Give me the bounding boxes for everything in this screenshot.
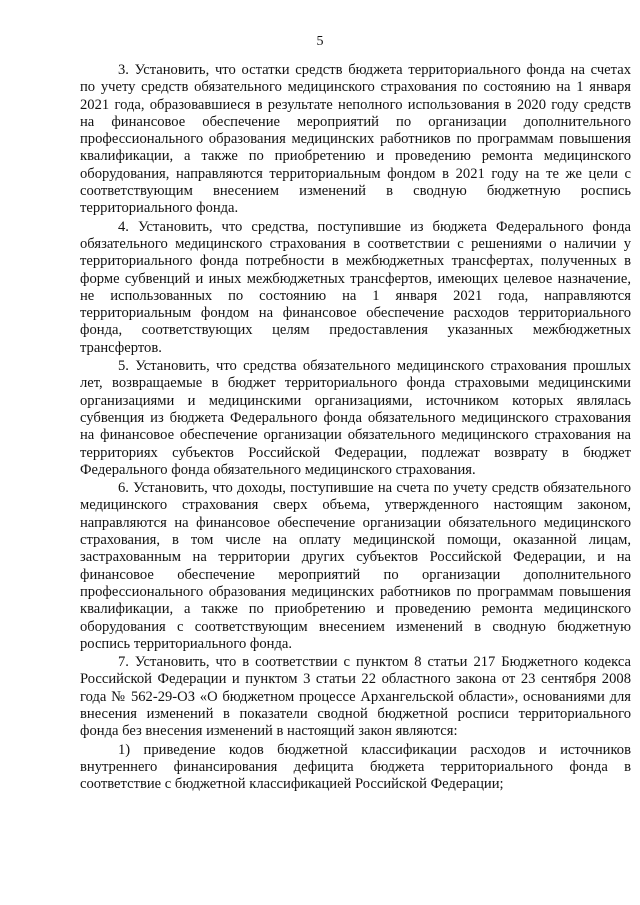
document-body (80, 62, 631, 793)
paragraph-7-item-1: 1) приведение кодов бюджетной классификации расходов и источников внутреннего финансирования дефицита бюджета территориального фонда в соответствие с бюджетной классификацией Российской Федерации; (80, 741, 631, 793)
paragraph-5: 5. Установить, что средства обязательного медицинского страхования прошлых лет, возвращаемые в бюджет территориального фонда страховыми медицинскими организациями и медицинскими организациями, источником которых являлась субвенция из бюджета Федерального фонда обязательного медицинского страхования на финансовое обеспечение организации обязательного медицинского страхования на территориях субъектов Российской Федерации, подлежат возврату в бюджет Федерального фонда обязательного медицинского страхования. (80, 358, 631, 478)
paragraph-6: 6. Установить, что доходы, поступившие на счета по учету средств обязательного медицинского страхования сверх объема, утвержденного настоящим законом, направляются на финансовое обеспечение организации обязательного медицинского страхования, в том числе на оплату медицинской помощи, оказанной лицам, застрахованным на территории других субъектов Российской Федерации, и на финансовое обеспечение мероприятий по организации дополнительного профессионального образования медицинских работников по программам повышения квалификации, а также по приобретению и проведению ремонта медицинского оборудования с соответствующим внесением изменений в сводную бюджетную роспись территориального фонда. (80, 480, 631, 652)
paragraph-7: 7. Установить, что в соответствии с пунктом 8 статьи 217 Бюджетного кодекса Российской Федерации и пунктом 3 статьи 22 областного закона от 23 сентября 2008 года № 562-29-ОЗ «О бюджетном процессе Архангельской области», основаниями для внесения изменений в показатели сводной бюджетной росписи территориального фонда без внесения изменений в настоящий закон являются: (80, 654, 631, 740)
page-number: 5 (316, 34, 324, 49)
paragraph-4: 4. Установить, что средства, поступившие из бюджета Федерального фонда обязательного медицинского страхования в соответствии с решениями о наличии у территориального фонда потребности в межбюджетных трансфертах, полученных в форме субвенций и иных межбюджетных трансфертов, имеющих целевое назначение, не использованных по состоянию на 1 января 2021 года, направляются территориальным фондом на финансовое обеспечение расходов территориального фонда, соответствующих целям предоставления указанных межбюджетных трансфертов. (80, 218, 631, 356)
paragraph-3: 3. Установить, что остатки средств бюджета территориального фонда на счетах по учету средств обязательного медицинского страхования по состоянию на 1 января 2021 года, образовавшиеся в результате неполного использования в 2020 году средств на финансовое обеспечение мероприятий по организации дополнительного профессионального образования медицинских работников по программам повышения квалификации, а также по приобретению и проведению ремонта медицинского оборудования, направляются территориальным фондом в 2021 году на те же цели с соответствующим внесением изменений в сводную бюджетную роспись территориального фонда. (80, 62, 631, 217)
